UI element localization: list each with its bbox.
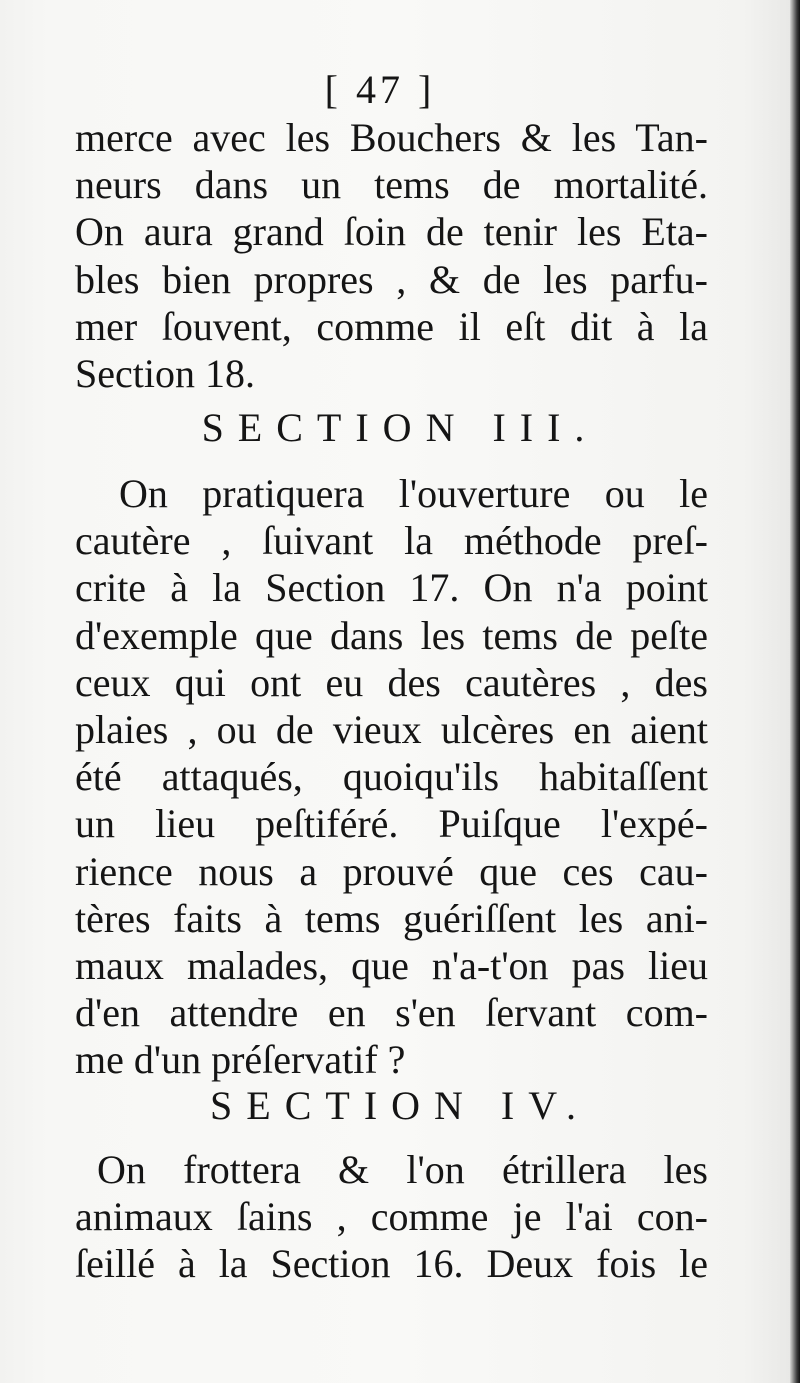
text-line: ſeillé à la Section 16. Deux fois le [75, 1241, 708, 1287]
text-line: mer ſouvent, comme il eſt dit à la [75, 303, 708, 349]
text-line: d'exemple que dans les tems de peſte [75, 612, 708, 658]
text-line: merce avec les Bouchers & les Tan- [75, 115, 708, 160]
text-line: bles bien propres , & de les parfu- [75, 256, 708, 302]
section-3-heading: SECTION III. [201, 405, 599, 450]
text-line: animaux ſains , comme je l'ai con- [75, 1194, 708, 1240]
text-line: neurs dans un tems de mortalité. [75, 162, 708, 208]
page-edge-shadow [790, 0, 800, 1383]
text-line: cautère , ſuivant la méthode preſ- [75, 518, 708, 564]
page-number: [ 47 ] [324, 67, 436, 112]
text-line: plaies , ou de vieux ulcères en aient [75, 707, 708, 753]
text-line: On pratiquera l'ouverture ou le [119, 471, 708, 516]
text-line: un lieu peſtiféré. Puiſque l'expé- [75, 801, 708, 847]
text-line: On frottera & l'on étrillera les [97, 1147, 708, 1192]
paragraph-continued [75, 114, 708, 397]
text-line: été attaqués, quoiqu'ils habitaſſent [75, 754, 708, 800]
text-line: crite à la Section 17. On n'a point [75, 565, 708, 611]
section-4-heading: SECTION IV. [210, 1083, 590, 1128]
text-line: ceux qui ont eu des cautères , des [75, 659, 708, 705]
text-line: Section 18. [75, 351, 255, 397]
text-line: On aura grand ſoin de tenir les Eta- [75, 209, 708, 255]
text-line: tères faits à tems guériſſent les ani- [75, 895, 708, 941]
section-3-paragraph [75, 470, 708, 1084]
section-4-paragraph [75, 1146, 708, 1288]
text-line: rience nous a prouvé que ces cau- [75, 848, 708, 894]
text-line: me d'un préſervatif ? [75, 1037, 406, 1083]
text-line: maux malades, que n'a-t'on pas lieu [75, 943, 708, 989]
text-line: d'en attendre en s'en ſervant com- [75, 990, 708, 1036]
